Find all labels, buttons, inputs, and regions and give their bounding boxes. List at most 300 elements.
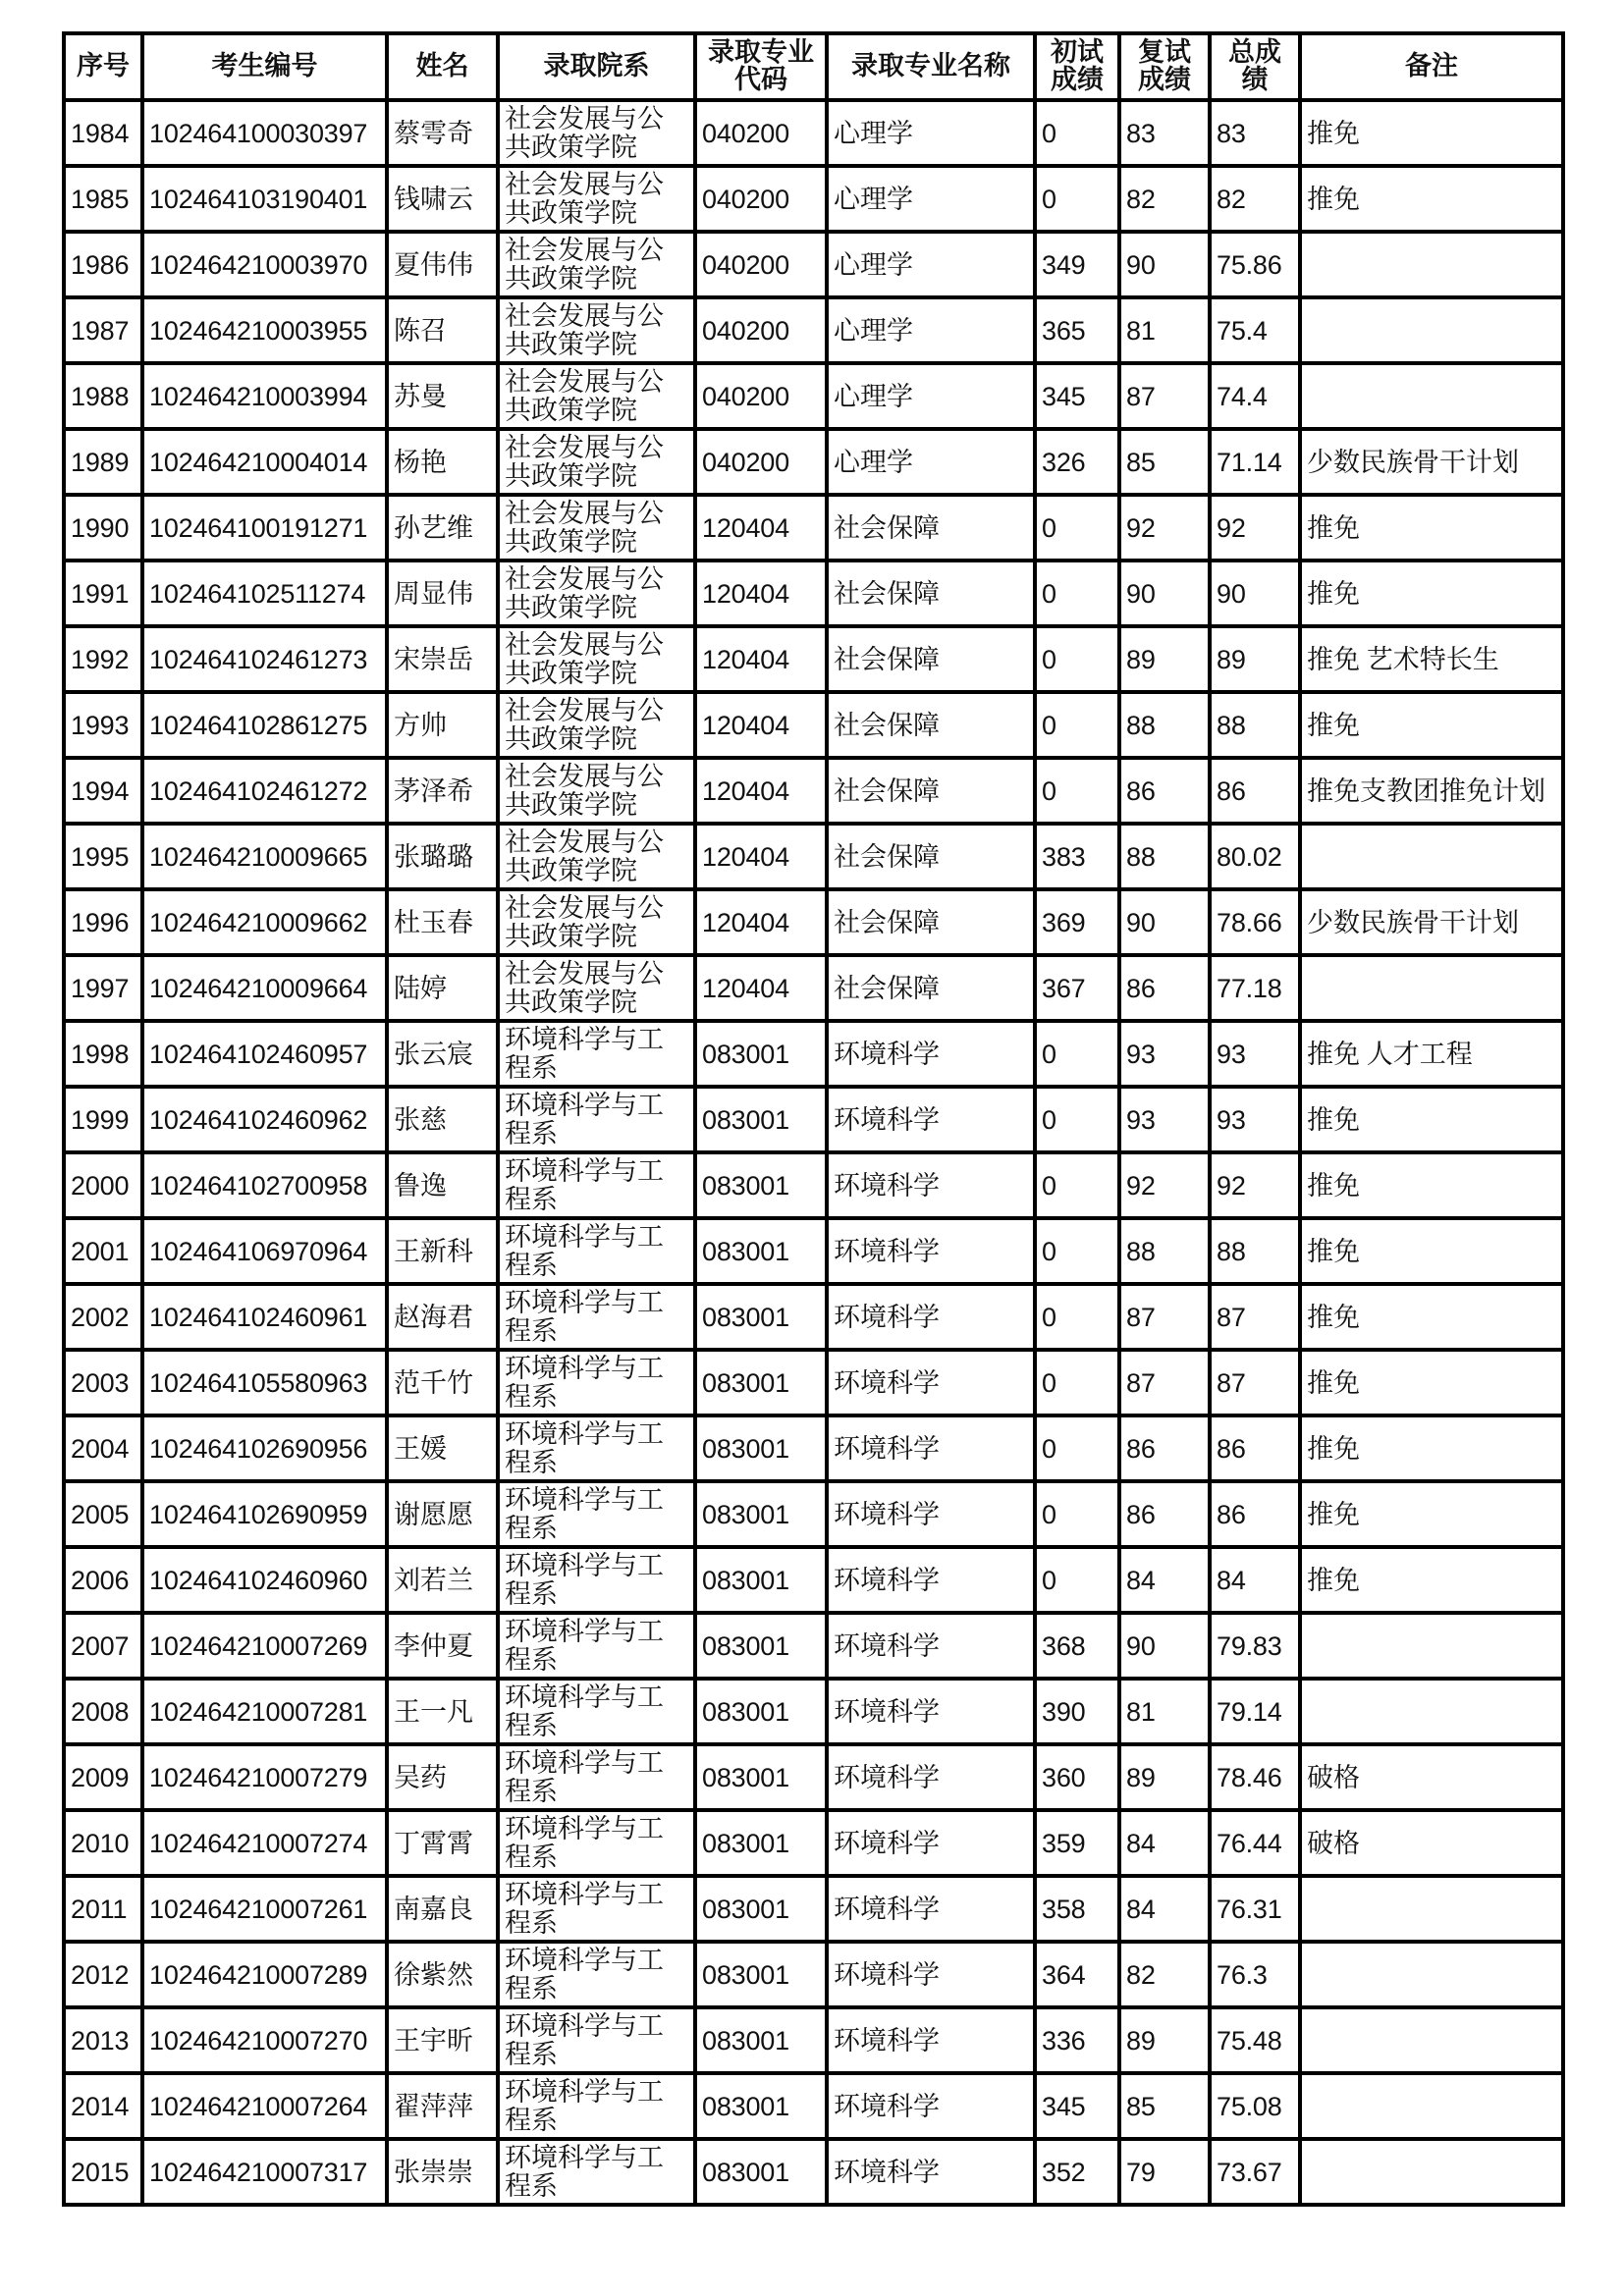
cell-major-name: 环境科学	[827, 1547, 1035, 1613]
department-text: 环境科学与工程系	[505, 1682, 664, 1740]
cell-prelim-score: 383	[1035, 824, 1119, 889]
cell-exam-id: 102464210007279	[142, 1744, 387, 1810]
header-seq	[64, 33, 142, 100]
cell-seq: 2002	[64, 1284, 142, 1350]
cell-exam-id: 102464210009662	[142, 889, 387, 955]
cell-remark	[1300, 1942, 1563, 2007]
cell-name: 张璐璐	[387, 824, 498, 889]
cell-exam-id: 102464210007270	[142, 2007, 387, 2073]
cell-department	[498, 1810, 695, 1876]
cell-total-score: 92	[1210, 495, 1300, 561]
cell-seq: 1990	[64, 495, 142, 561]
cell-name: 杨艳	[387, 429, 498, 495]
header-department	[498, 33, 695, 100]
cell-seq: 2007	[64, 1613, 142, 1679]
cell-total-score: 86	[1210, 1415, 1300, 1481]
cell-name: 王一凡	[387, 1679, 498, 1744]
cell-prelim-score: 360	[1035, 1744, 1119, 1810]
department-text: 环境科学与工程系	[505, 2010, 664, 2069]
cell-prelim-score: 0	[1035, 1218, 1119, 1284]
cell-retest-score: 81	[1119, 297, 1210, 363]
cell-retest-score: 90	[1119, 889, 1210, 955]
cell-remark: 少数民族骨干计划	[1300, 889, 1563, 955]
cell-retest-score: 90	[1119, 561, 1210, 626]
cell-name: 张崇崇	[387, 2139, 498, 2205]
table-row	[64, 758, 1563, 824]
cell-remark	[1300, 1679, 1563, 1744]
cell-total-score: 93	[1210, 1087, 1300, 1152]
cell-major-code: 083001	[695, 1087, 827, 1152]
cell-seq: 2006	[64, 1547, 142, 1613]
cell-major-name: 环境科学	[827, 1284, 1035, 1350]
cell-retest-score: 83	[1119, 100, 1210, 166]
cell-major-name: 心理学	[827, 166, 1035, 232]
table-row	[64, 1415, 1563, 1481]
header-remark	[1300, 33, 1563, 100]
cell-remark: 推免	[1300, 1218, 1563, 1284]
cell-major-name: 环境科学	[827, 1876, 1035, 1942]
cell-name: 谢愿愿	[387, 1481, 498, 1547]
header-retest-score-label: 复试成绩	[1138, 37, 1191, 95]
cell-prelim-score: 359	[1035, 1810, 1119, 1876]
cell-name: 钱啸云	[387, 166, 498, 232]
cell-retest-score: 82	[1119, 1942, 1210, 2007]
cell-major-name: 环境科学	[827, 1152, 1035, 1218]
department-text: 社会发展与公共政策学院	[505, 498, 664, 557]
cell-total-score: 86	[1210, 1481, 1300, 1547]
cell-major-code: 083001	[695, 2139, 827, 2205]
department-text: 环境科学与工程系	[505, 1550, 664, 1609]
cell-department	[498, 1350, 695, 1415]
cell-prelim-score: 0	[1035, 1021, 1119, 1087]
cell-seq: 1986	[64, 232, 142, 297]
cell-major-name: 环境科学	[827, 1350, 1035, 1415]
cell-major-code: 083001	[695, 1942, 827, 2007]
department-text: 环境科学与工程系	[505, 1090, 664, 1148]
cell-total-score: 78.66	[1210, 889, 1300, 955]
cell-name: 周显伟	[387, 561, 498, 626]
cell-remark: 破格	[1300, 1810, 1563, 1876]
cell-remark	[1300, 824, 1563, 889]
cell-name: 杜玉春	[387, 889, 498, 955]
cell-retest-score: 86	[1119, 1415, 1210, 1481]
cell-exam-id: 102464102460957	[142, 1021, 387, 1087]
cell-department	[498, 1679, 695, 1744]
department-text: 社会发展与公共政策学院	[505, 366, 664, 425]
cell-total-score: 71.14	[1210, 429, 1300, 495]
department-text: 环境科学与工程系	[505, 1813, 664, 1872]
cell-department	[498, 1218, 695, 1284]
cell-seq: 1994	[64, 758, 142, 824]
cell-department	[498, 955, 695, 1021]
cell-major-code: 120404	[695, 561, 827, 626]
cell-prelim-score: 336	[1035, 2007, 1119, 2073]
department-text: 社会发展与公共政策学院	[505, 695, 664, 754]
cell-name: 丁霄霄	[387, 1810, 498, 1876]
cell-department	[498, 2007, 695, 2073]
cell-major-code: 040200	[695, 100, 827, 166]
cell-major-code: 083001	[695, 1152, 827, 1218]
cell-department	[498, 100, 695, 166]
header-major-name-label: 录取专业名称	[851, 51, 1010, 81]
cell-exam-id: 102464210007274	[142, 1810, 387, 1876]
department-text: 社会发展与公共政策学院	[505, 892, 664, 951]
cell-exam-id: 102464105580963	[142, 1350, 387, 1415]
cell-major-name: 心理学	[827, 429, 1035, 495]
cell-total-score: 83	[1210, 100, 1300, 166]
cell-total-score: 78.46	[1210, 1744, 1300, 1810]
table-row	[64, 1613, 1563, 1679]
cell-prelim-score: 364	[1035, 1942, 1119, 2007]
cell-major-code: 040200	[695, 166, 827, 232]
cell-major-code: 040200	[695, 429, 827, 495]
cell-seq: 1985	[64, 166, 142, 232]
cell-exam-id: 102464102690956	[142, 1415, 387, 1481]
cell-exam-id: 102464102460960	[142, 1547, 387, 1613]
cell-name: 孙艺维	[387, 495, 498, 561]
cell-total-score: 93	[1210, 1021, 1300, 1087]
cell-exam-id: 102464102690959	[142, 1481, 387, 1547]
cell-remark: 推免	[1300, 1087, 1563, 1152]
cell-major-name: 社会保障	[827, 758, 1035, 824]
cell-prelim-score: 0	[1035, 100, 1119, 166]
cell-major-name: 环境科学	[827, 2139, 1035, 2205]
header-major-code-label: 录取专业代码	[708, 37, 814, 95]
cell-remark: 推免	[1300, 1350, 1563, 1415]
cell-major-name: 社会保障	[827, 955, 1035, 1021]
table-row	[64, 1679, 1563, 1744]
cell-major-name: 心理学	[827, 363, 1035, 429]
table-body	[64, 100, 1563, 2205]
cell-total-score: 75.86	[1210, 232, 1300, 297]
cell-total-score: 88	[1210, 692, 1300, 758]
header-row	[64, 33, 1563, 100]
cell-major-code: 083001	[695, 1744, 827, 1810]
department-text: 环境科学与工程系	[505, 2076, 664, 2135]
table-row	[64, 1087, 1563, 1152]
cell-department	[498, 1415, 695, 1481]
cell-exam-id: 102464210007269	[142, 1613, 387, 1679]
cell-exam-id: 102464103190401	[142, 166, 387, 232]
table-row	[64, 166, 1563, 232]
table-row	[64, 692, 1563, 758]
cell-major-name: 环境科学	[827, 1087, 1035, 1152]
cell-major-code: 120404	[695, 824, 827, 889]
cell-total-score: 90	[1210, 561, 1300, 626]
cell-major-code: 083001	[695, 2007, 827, 2073]
cell-department	[498, 1942, 695, 2007]
cell-department	[498, 297, 695, 363]
cell-retest-score: 87	[1119, 363, 1210, 429]
cell-exam-id: 102464106970964	[142, 1218, 387, 1284]
cell-remark	[1300, 2073, 1563, 2139]
cell-remark: 推免	[1300, 495, 1563, 561]
cell-prelim-score: 0	[1035, 1152, 1119, 1218]
cell-major-name: 社会保障	[827, 824, 1035, 889]
cell-total-score: 80.02	[1210, 824, 1300, 889]
cell-department	[498, 824, 695, 889]
cell-prelim-score: 0	[1035, 1481, 1119, 1547]
cell-remark: 推免	[1300, 1547, 1563, 1613]
cell-name: 吴药	[387, 1744, 498, 1810]
table-row	[64, 495, 1563, 561]
cell-name: 徐紫然	[387, 1942, 498, 2007]
header-major-code	[695, 33, 827, 100]
cell-name: 方帅	[387, 692, 498, 758]
cell-seq: 1999	[64, 1087, 142, 1152]
cell-exam-id: 102464100191271	[142, 495, 387, 561]
cell-retest-score: 86	[1119, 955, 1210, 1021]
cell-total-score: 88	[1210, 1218, 1300, 1284]
header-seq-label: 序号	[77, 51, 130, 81]
cell-prelim-score: 0	[1035, 495, 1119, 561]
cell-exam-id: 102464102461273	[142, 626, 387, 692]
cell-major-code: 083001	[695, 1481, 827, 1547]
header-major-name	[827, 33, 1035, 100]
cell-major-name: 环境科学	[827, 2007, 1035, 2073]
cell-prelim-score: 349	[1035, 232, 1119, 297]
cell-total-score: 76.31	[1210, 1876, 1300, 1942]
cell-remark: 推免	[1300, 561, 1563, 626]
department-text: 社会发展与公共政策学院	[505, 629, 664, 688]
cell-name: 陈召	[387, 297, 498, 363]
department-text: 社会发展与公共政策学院	[505, 103, 664, 162]
department-text: 社会发展与公共政策学院	[505, 235, 664, 294]
cell-retest-score: 88	[1119, 824, 1210, 889]
cell-department	[498, 363, 695, 429]
department-text: 社会发展与公共政策学院	[505, 827, 664, 885]
table-row	[64, 363, 1563, 429]
table-row	[64, 1876, 1563, 1942]
cell-department	[498, 1021, 695, 1087]
cell-exam-id: 102464210007281	[142, 1679, 387, 1744]
cell-name: 翟萍萍	[387, 2073, 498, 2139]
cell-prelim-score: 0	[1035, 166, 1119, 232]
cell-seq: 2000	[64, 1152, 142, 1218]
cell-retest-score: 85	[1119, 2073, 1210, 2139]
cell-total-score: 84	[1210, 1547, 1300, 1613]
cell-total-score: 82	[1210, 166, 1300, 232]
cell-remark: 推免	[1300, 100, 1563, 166]
cell-retest-score: 92	[1119, 495, 1210, 561]
cell-name: 陆婷	[387, 955, 498, 1021]
cell-department	[498, 692, 695, 758]
cell-remark: 推免	[1300, 1415, 1563, 1481]
cell-seq: 2001	[64, 1218, 142, 1284]
cell-prelim-score: 345	[1035, 2073, 1119, 2139]
cell-major-code: 083001	[695, 1613, 827, 1679]
cell-retest-score: 84	[1119, 1876, 1210, 1942]
cell-department	[498, 561, 695, 626]
cell-exam-id: 102464210004014	[142, 429, 387, 495]
cell-major-code: 120404	[695, 889, 827, 955]
cell-department	[498, 626, 695, 692]
cell-major-code: 083001	[695, 1218, 827, 1284]
cell-remark	[1300, 363, 1563, 429]
cell-total-score: 75.4	[1210, 297, 1300, 363]
department-text: 环境科学与工程系	[505, 1879, 664, 1938]
table-row	[64, 561, 1563, 626]
cell-name: 宋崇岳	[387, 626, 498, 692]
admissions-sheet	[62, 31, 1565, 2207]
header-name-label: 姓名	[415, 51, 469, 81]
cell-remark: 推免 艺术特长生	[1300, 626, 1563, 692]
admissions-table	[62, 31, 1565, 2207]
cell-remark	[1300, 955, 1563, 1021]
cell-prelim-score: 390	[1035, 1679, 1119, 1744]
cell-total-score: 87	[1210, 1350, 1300, 1415]
cell-major-name: 环境科学	[827, 1415, 1035, 1481]
department-text: 社会发展与公共政策学院	[505, 563, 664, 622]
cell-prelim-score: 367	[1035, 955, 1119, 1021]
cell-prelim-score: 0	[1035, 1547, 1119, 1613]
cell-major-code: 083001	[695, 2073, 827, 2139]
cell-major-name: 心理学	[827, 100, 1035, 166]
department-text: 社会发展与公共政策学院	[505, 432, 664, 491]
cell-seq: 1989	[64, 429, 142, 495]
department-text: 环境科学与工程系	[505, 1418, 664, 1477]
cell-exam-id: 102464210007289	[142, 1942, 387, 2007]
cell-seq: 2013	[64, 2007, 142, 2073]
cell-name: 王新科	[387, 1218, 498, 1284]
cell-exam-id: 102464102700958	[142, 1152, 387, 1218]
cell-retest-score: 86	[1119, 1481, 1210, 1547]
cell-retest-score: 84	[1119, 1810, 1210, 1876]
cell-seq: 1992	[64, 626, 142, 692]
cell-major-name: 环境科学	[827, 2073, 1035, 2139]
cell-department	[498, 1744, 695, 1810]
table-row	[64, 100, 1563, 166]
department-text: 社会发展与公共政策学院	[505, 761, 664, 820]
department-text: 环境科学与工程系	[505, 1353, 664, 1412]
cell-major-name: 社会保障	[827, 626, 1035, 692]
cell-prelim-score: 326	[1035, 429, 1119, 495]
cell-exam-id: 102464102460961	[142, 1284, 387, 1350]
cell-major-name: 社会保障	[827, 495, 1035, 561]
cell-retest-score: 93	[1119, 1021, 1210, 1087]
cell-department	[498, 2139, 695, 2205]
department-text: 环境科学与工程系	[505, 1287, 664, 1346]
cell-remark	[1300, 1613, 1563, 1679]
cell-total-score: 76.44	[1210, 1810, 1300, 1876]
cell-department	[498, 429, 695, 495]
cell-major-name: 环境科学	[827, 1744, 1035, 1810]
cell-exam-id: 102464210009665	[142, 824, 387, 889]
cell-name: 苏曼	[387, 363, 498, 429]
cell-exam-id: 102464210003994	[142, 363, 387, 429]
header-remark-label: 备注	[1405, 51, 1458, 81]
cell-retest-score: 85	[1119, 429, 1210, 495]
cell-prelim-score: 369	[1035, 889, 1119, 955]
cell-name: 张云宸	[387, 1021, 498, 1087]
table-row	[64, 1481, 1563, 1547]
table-row	[64, 297, 1563, 363]
cell-seq: 1991	[64, 561, 142, 626]
cell-seq: 2011	[64, 1876, 142, 1942]
department-text: 环境科学与工程系	[505, 1616, 664, 1675]
cell-remark: 推免	[1300, 166, 1563, 232]
cell-remark	[1300, 2139, 1563, 2205]
table-row	[64, 1810, 1563, 1876]
cell-total-score: 79.83	[1210, 1613, 1300, 1679]
cell-total-score: 92	[1210, 1152, 1300, 1218]
cell-exam-id: 102464210007261	[142, 1876, 387, 1942]
cell-prelim-score: 365	[1035, 297, 1119, 363]
cell-name: 夏伟伟	[387, 232, 498, 297]
cell-retest-score: 86	[1119, 758, 1210, 824]
department-text: 环境科学与工程系	[505, 2142, 664, 2201]
table-row	[64, 889, 1563, 955]
cell-name: 刘若兰	[387, 1547, 498, 1613]
cell-prelim-score: 0	[1035, 692, 1119, 758]
cell-remark	[1300, 232, 1563, 297]
cell-name: 茅泽希	[387, 758, 498, 824]
cell-retest-score: 79	[1119, 2139, 1210, 2205]
cell-exam-id: 102464210009664	[142, 955, 387, 1021]
cell-retest-score: 90	[1119, 232, 1210, 297]
cell-remark: 破格	[1300, 1744, 1563, 1810]
cell-total-score: 86	[1210, 758, 1300, 824]
cell-department	[498, 495, 695, 561]
header-retest-score	[1119, 33, 1210, 100]
cell-total-score: 89	[1210, 626, 1300, 692]
table-row	[64, 429, 1563, 495]
cell-seq: 2004	[64, 1415, 142, 1481]
cell-retest-score: 88	[1119, 692, 1210, 758]
cell-prelim-score: 0	[1035, 1087, 1119, 1152]
cell-department	[498, 1087, 695, 1152]
cell-exam-id: 102464100030397	[142, 100, 387, 166]
cell-remark: 推免	[1300, 692, 1563, 758]
table-row	[64, 232, 1563, 297]
cell-remark	[1300, 1876, 1563, 1942]
cell-seq: 1995	[64, 824, 142, 889]
table-row	[64, 1152, 1563, 1218]
cell-total-score: 79.14	[1210, 1679, 1300, 1744]
department-text: 环境科学与工程系	[505, 1155, 664, 1214]
cell-name: 赵海君	[387, 1284, 498, 1350]
cell-prelim-score: 358	[1035, 1876, 1119, 1942]
department-text: 环境科学与工程系	[505, 1747, 664, 1806]
cell-department	[498, 889, 695, 955]
table-row	[64, 626, 1563, 692]
cell-major-code: 040200	[695, 363, 827, 429]
header-total-score-label: 总成绩	[1228, 37, 1281, 95]
cell-exam-id: 102464210007317	[142, 2139, 387, 2205]
cell-major-code: 120404	[695, 626, 827, 692]
header-prelim-score-label: 初试成绩	[1051, 37, 1104, 95]
cell-remark: 少数民族骨干计划	[1300, 429, 1563, 495]
header-total-score	[1210, 33, 1300, 100]
cell-exam-id: 102464102861275	[142, 692, 387, 758]
cell-department	[498, 1547, 695, 1613]
cell-major-code: 083001	[695, 1876, 827, 1942]
cell-major-name: 环境科学	[827, 1942, 1035, 2007]
cell-remark	[1300, 297, 1563, 363]
cell-total-score: 76.3	[1210, 1942, 1300, 2007]
cell-exam-id: 102464210007264	[142, 2073, 387, 2139]
cell-retest-score: 82	[1119, 166, 1210, 232]
cell-retest-score: 81	[1119, 1679, 1210, 1744]
cell-seq: 1984	[64, 100, 142, 166]
cell-retest-score: 84	[1119, 1547, 1210, 1613]
cell-department	[498, 758, 695, 824]
cell-prelim-score: 0	[1035, 626, 1119, 692]
cell-retest-score: 87	[1119, 1284, 1210, 1350]
cell-exam-id: 102464102461272	[142, 758, 387, 824]
department-text: 环境科学与工程系	[505, 1945, 664, 2003]
department-text: 社会发展与公共政策学院	[505, 958, 664, 1017]
